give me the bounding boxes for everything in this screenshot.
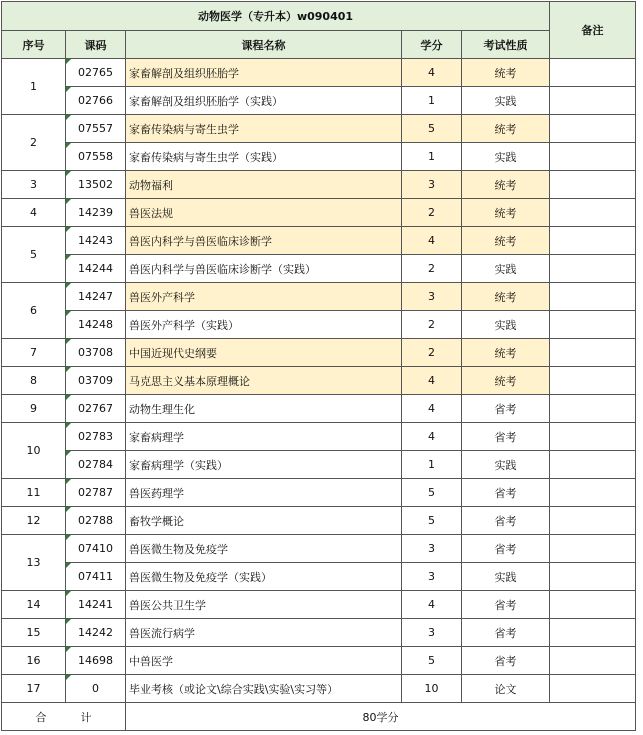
seq-cell: 16 <box>2 647 66 675</box>
exam-type-cell: 统考 <box>462 367 550 395</box>
course-name-cell: 兽医外产科学（实践） <box>126 311 402 339</box>
course-plan-table <box>1 1 636 731</box>
table-row <box>2 535 636 563</box>
table-row <box>2 283 636 311</box>
exam-type-cell: 实践 <box>462 563 550 591</box>
course-code-cell: 03708 <box>66 339 126 367</box>
course-code-cell: 02766 <box>66 87 126 115</box>
seq-cell: 5 <box>2 227 66 283</box>
credit-cell: 2 <box>402 199 462 227</box>
table-row <box>2 367 636 395</box>
table-row <box>2 339 636 367</box>
course-code-cell: 07410 <box>66 535 126 563</box>
seq-cell: 15 <box>2 619 66 647</box>
table-row <box>2 423 636 451</box>
remark-cell <box>550 283 636 311</box>
exam-type-cell: 论文 <box>462 675 550 703</box>
exam-type-cell: 实践 <box>462 255 550 283</box>
seq-cell: 14 <box>2 591 66 619</box>
course-code-cell: 14247 <box>66 283 126 311</box>
remark-cell <box>550 563 636 591</box>
course-name-cell: 中兽医学 <box>126 647 402 675</box>
exam-type-cell: 实践 <box>462 87 550 115</box>
course-name-cell: 家畜解剖及组织胚胎学（实践） <box>126 87 402 115</box>
credit-cell: 2 <box>402 311 462 339</box>
remark-cell <box>550 507 636 535</box>
credit-cell: 4 <box>402 423 462 451</box>
seq-cell: 2 <box>2 115 66 171</box>
credit-cell: 5 <box>402 507 462 535</box>
credit-cell: 5 <box>402 479 462 507</box>
exam-type-cell: 统考 <box>462 339 550 367</box>
remark-cell <box>550 535 636 563</box>
remark-cell <box>550 619 636 647</box>
code-header: 课码 <box>66 31 126 59</box>
remark-cell <box>550 87 636 115</box>
remark-cell <box>550 143 636 171</box>
exam-type-cell: 统考 <box>462 171 550 199</box>
remark-cell <box>550 451 636 479</box>
credit-cell: 3 <box>402 171 462 199</box>
exam-type-header: 考试性质 <box>462 31 550 59</box>
table-row <box>2 675 636 703</box>
course-code-cell: 02788 <box>66 507 126 535</box>
table-row <box>2 115 636 143</box>
table-row <box>2 563 636 591</box>
remark-cell <box>550 479 636 507</box>
seq-header: 序号 <box>2 31 66 59</box>
course-code-cell: 14242 <box>66 619 126 647</box>
course-code-cell: 13502 <box>66 171 126 199</box>
remark-cell <box>550 255 636 283</box>
table-row <box>2 591 636 619</box>
table-row <box>2 395 636 423</box>
exam-type-cell: 实践 <box>462 311 550 339</box>
title-text: 动物医学（专升本） <box>197 10 297 23</box>
credit-cell: 3 <box>402 283 462 311</box>
course-name-cell: 兽医内科学与兽医临床诊断学（实践） <box>126 255 402 283</box>
table-row <box>2 451 636 479</box>
exam-type-cell: 统考 <box>462 59 550 87</box>
course-code-cell: 02783 <box>66 423 126 451</box>
course-name-header: 课程名称 <box>126 31 402 59</box>
exam-type-cell: 实践 <box>462 143 550 171</box>
credit-cell: 4 <box>402 227 462 255</box>
course-name-cell: 动物生理生化 <box>126 395 402 423</box>
course-name-cell: 兽医微生物及免疫学（实践） <box>126 563 402 591</box>
credit-cell: 2 <box>402 339 462 367</box>
course-name-cell: 马克思主义基本原理概论 <box>126 367 402 395</box>
course-name-cell: 兽医流行病学 <box>126 619 402 647</box>
title-major-code: w090401 <box>296 10 354 23</box>
exam-type-cell: 统考 <box>462 199 550 227</box>
exam-type-cell: 省考 <box>462 591 550 619</box>
remark-cell <box>550 423 636 451</box>
seq-cell: 3 <box>2 171 66 199</box>
credit-cell: 10 <box>402 675 462 703</box>
total-label-left: 合 <box>35 710 47 724</box>
exam-type-cell: 省考 <box>462 619 550 647</box>
course-name-cell: 兽医内科学与兽医临床诊断学 <box>126 227 402 255</box>
course-code-cell: 07411 <box>66 563 126 591</box>
course-name-cell: 兽医药理学 <box>126 479 402 507</box>
table-row <box>2 255 636 283</box>
credit-cell: 5 <box>402 647 462 675</box>
credit-header: 学分 <box>402 31 462 59</box>
table-title <box>2 2 550 31</box>
seq-cell: 7 <box>2 339 66 367</box>
credit-cell: 5 <box>402 115 462 143</box>
remark-cell <box>550 115 636 143</box>
credit-cell: 1 <box>402 451 462 479</box>
total-label-right: 计 <box>80 710 92 724</box>
table-row <box>2 87 636 115</box>
exam-type-cell: 省考 <box>462 423 550 451</box>
exam-type-cell: 实践 <box>462 451 550 479</box>
exam-type-cell: 省考 <box>462 395 550 423</box>
table-row <box>2 199 636 227</box>
seq-cell: 9 <box>2 395 66 423</box>
exam-type-cell: 省考 <box>462 479 550 507</box>
seq-cell: 6 <box>2 283 66 339</box>
credit-cell: 4 <box>402 59 462 87</box>
remark-header: 备注 <box>550 2 636 59</box>
total-label <box>2 703 126 731</box>
exam-type-cell: 省考 <box>462 535 550 563</box>
credit-cell: 4 <box>402 367 462 395</box>
course-name-cell: 家畜解剖及组织胚胎学 <box>126 59 402 87</box>
course-code-cell: 0 <box>66 675 126 703</box>
remark-cell <box>550 647 636 675</box>
course-code-cell: 02787 <box>66 479 126 507</box>
course-name-cell: 家畜传染病与寄生虫学 <box>126 115 402 143</box>
course-code-cell: 07557 <box>66 115 126 143</box>
exam-type-cell: 省考 <box>462 507 550 535</box>
exam-type-cell: 统考 <box>462 283 550 311</box>
course-code-cell: 14698 <box>66 647 126 675</box>
course-code-cell: 14244 <box>66 255 126 283</box>
course-name-cell: 畜牧学概论 <box>126 507 402 535</box>
seq-cell: 11 <box>2 479 66 507</box>
course-code-cell: 02767 <box>66 395 126 423</box>
course-name-cell: 兽医外产科学 <box>126 283 402 311</box>
seq-cell: 13 <box>2 535 66 591</box>
seq-cell: 4 <box>2 199 66 227</box>
remark-cell <box>550 199 636 227</box>
course-plan-table-container <box>1 1 636 731</box>
course-name-cell: 兽医公共卫生学 <box>126 591 402 619</box>
course-code-cell: 14243 <box>66 227 126 255</box>
course-name-cell: 动物福利 <box>126 171 402 199</box>
credit-cell: 4 <box>402 591 462 619</box>
course-code-cell: 03709 <box>66 367 126 395</box>
course-name-cell: 家畜传染病与寄生虫学（实践） <box>126 143 402 171</box>
remark-cell <box>550 311 636 339</box>
exam-type-cell: 省考 <box>462 647 550 675</box>
credit-cell: 2 <box>402 255 462 283</box>
seq-cell: 17 <box>2 675 66 703</box>
remark-cell <box>550 675 636 703</box>
seq-cell: 10 <box>2 423 66 479</box>
table-row <box>2 619 636 647</box>
table-row <box>2 171 636 199</box>
course-code-cell: 14241 <box>66 591 126 619</box>
course-name-cell: 兽医法规 <box>126 199 402 227</box>
course-name-cell: 家畜病理学（实践） <box>126 451 402 479</box>
seq-cell: 1 <box>2 59 66 115</box>
exam-type-cell: 统考 <box>462 227 550 255</box>
course-code-cell: 14248 <box>66 311 126 339</box>
course-name-cell: 中国近现代史纲要 <box>126 339 402 367</box>
credit-cell: 1 <box>402 87 462 115</box>
remark-cell <box>550 339 636 367</box>
table-row <box>2 143 636 171</box>
course-name-cell: 家畜病理学 <box>126 423 402 451</box>
seq-cell: 8 <box>2 367 66 395</box>
course-code-cell: 02784 <box>66 451 126 479</box>
remark-cell <box>550 59 636 87</box>
table-row <box>2 227 636 255</box>
course-name-cell: 毕业考核（或论文\综合实践\实验\实习等） <box>126 675 402 703</box>
course-code-cell: 07558 <box>66 143 126 171</box>
course-code-cell: 14239 <box>66 199 126 227</box>
credit-cell: 3 <box>402 563 462 591</box>
exam-type-cell: 统考 <box>462 115 550 143</box>
course-name-cell: 兽医微生物及免疫学 <box>126 535 402 563</box>
remark-cell <box>550 367 636 395</box>
credit-cell: 1 <box>402 143 462 171</box>
table-row <box>2 311 636 339</box>
seq-cell: 12 <box>2 507 66 535</box>
course-table-body <box>2 59 636 703</box>
table-row <box>2 647 636 675</box>
remark-cell <box>550 227 636 255</box>
table-row <box>2 479 636 507</box>
table-row <box>2 507 636 535</box>
total-credits: 80学分 <box>126 703 636 731</box>
credit-cell: 3 <box>402 619 462 647</box>
credit-cell: 4 <box>402 395 462 423</box>
table-row <box>2 59 636 87</box>
remark-cell <box>550 591 636 619</box>
remark-cell <box>550 171 636 199</box>
credit-cell: 3 <box>402 535 462 563</box>
course-code-cell: 02765 <box>66 59 126 87</box>
remark-cell <box>550 395 636 423</box>
